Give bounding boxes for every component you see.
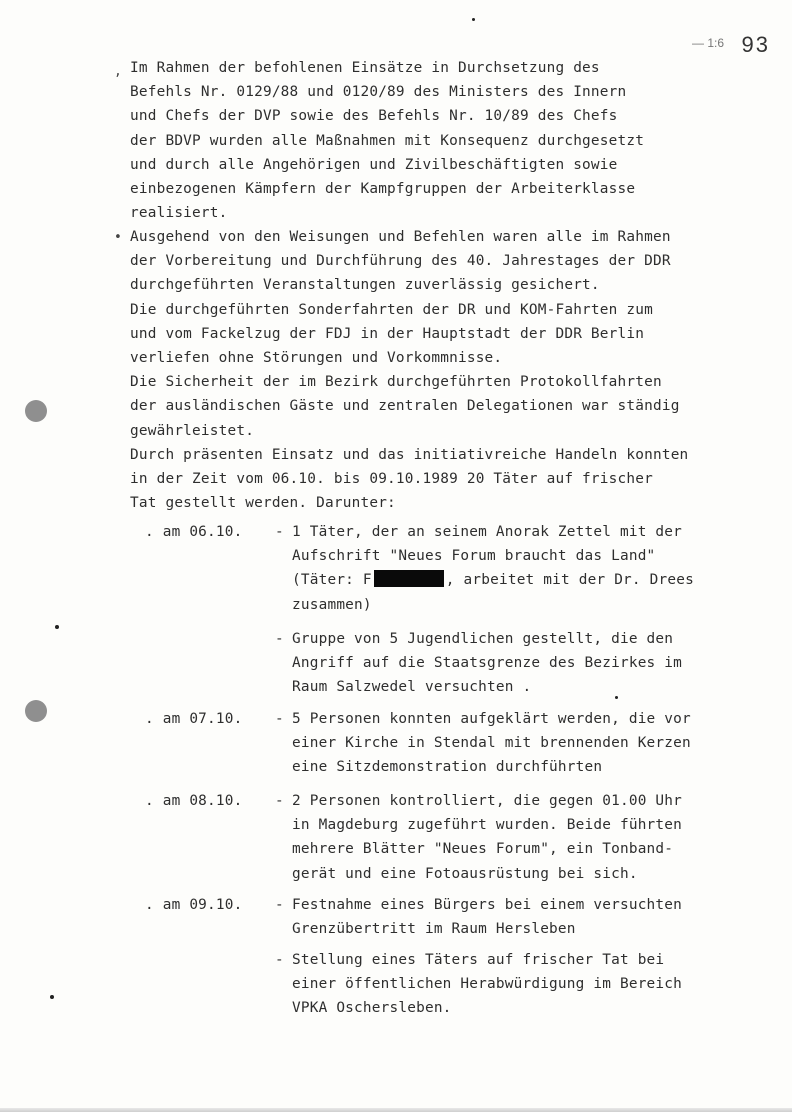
- entry-text: , arbeitet mit der Dr. Drees zusammen): [292, 572, 694, 613]
- entry-0910-item-1: Festnahme eines Bürgers bei einem versuchten Grenzübertritt im Raum Hersleben: [292, 897, 683, 938]
- entry-date-0810: . am 08.10.: [145, 793, 243, 809]
- punch-hole-bottom: [25, 700, 47, 722]
- redaction-bar: [374, 570, 444, 587]
- entry-date-0910: . am 09.10.: [145, 897, 243, 913]
- entry-date-0710: . am 07.10.: [145, 711, 243, 727]
- list-dash: -: [275, 897, 284, 913]
- list-dash: -: [275, 793, 284, 809]
- previous-page-number: — 1:6: [691, 36, 724, 50]
- scan-edge: [0, 1108, 792, 1112]
- entry-date-0610: . am 06.10.: [145, 524, 243, 540]
- scan-speck: [50, 995, 54, 999]
- entry-text: 1 Täter, der an seinem Anorak Zettel mit der Aufschrift "Neues Forum braucht das Land" (Täter: F: [292, 524, 683, 589]
- scan-speck: [472, 18, 475, 21]
- punch-hole-top: [25, 400, 47, 422]
- paragraph-marker: •: [114, 230, 122, 245]
- list-dash: -: [275, 631, 284, 647]
- entry-0710-item-1: 5 Personen konnten aufgeklärt werden, die vor einer Kirche in Stendal mit brennenden Kerzen eine Sitzdemonstration durchführten: [292, 711, 691, 776]
- entry-0610-item-1: [292, 520, 722, 617]
- entry-0810-item-1: 2 Personen kontrolliert, die gegen 01.00 Uhr in Magdeburg zugeführt wurden. Beide führten mehrere Blätter "Neues Forum", ein Tonband- gerät und eine Fotoausrüstung bei sich.: [292, 793, 683, 882]
- scan-speck: [55, 625, 59, 629]
- paragraph-1: Im Rahmen der befohlenen Einsätze in Durchsetzung des Befehls Nr. 0129/88 und 0120/89 des Ministers des Innern und Chefs der DVP sowie des Befehls Nr. 10/89 des Chefs der BDVP wurden alle Maßnahmen mit Konsequenz durchgesetzt und durch alle Angehörigen und Zivilbeschäftigten sowie einbezogenen Kämpfern der Kampfgruppen der Arbeiterklasse realisiert.: [130, 60, 645, 222]
- paragraph-marker: ,: [114, 64, 122, 79]
- list-dash: -: [275, 711, 284, 727]
- list-dash: -: [275, 524, 284, 540]
- entry-0610-item-2: Gruppe von 5 Jugendlichen gestellt, die den Angriff auf die Staatsgrenze des Bezirkes im Raum Salzwedel versuchten .: [292, 631, 683, 696]
- page-number: 93: [741, 32, 770, 57]
- list-dash: -: [275, 952, 284, 968]
- entry-0910-item-2: Stellung eines Täters auf frischer Tat bei einer öffentlichen Herabwürdigung im Bereich VPKA Oschersleben.: [292, 952, 683, 1017]
- paragraph-2: Ausgehend von den Weisungen und Befehlen waren alle im Rahmen der Vorbereitung und Durchführung des 40. Jahrestages der DDR durchgeführten Veranstaltungen zuverlässig gesichert. Die durchgeführten Sonderfahrten der DR und KOM-Fahrten zum und vom Fackelzug der FDJ in der Hauptstadt der DDR Berlin verliefen ohne Störungen und Vorkommnisse. Die Sicherheit der im Bezirk durchgeführten Protokollfahrten der ausländischen Gäste und zentralen Delegationen war ständig gewährleistet. Durch präsenten Einsatz und das initiativreiche Handeln konnten in der Zeit vom 06.10. bis 09.10.1989 20 Täter auf frischer Tat gestellt werden. Darunter:: [130, 229, 689, 512]
